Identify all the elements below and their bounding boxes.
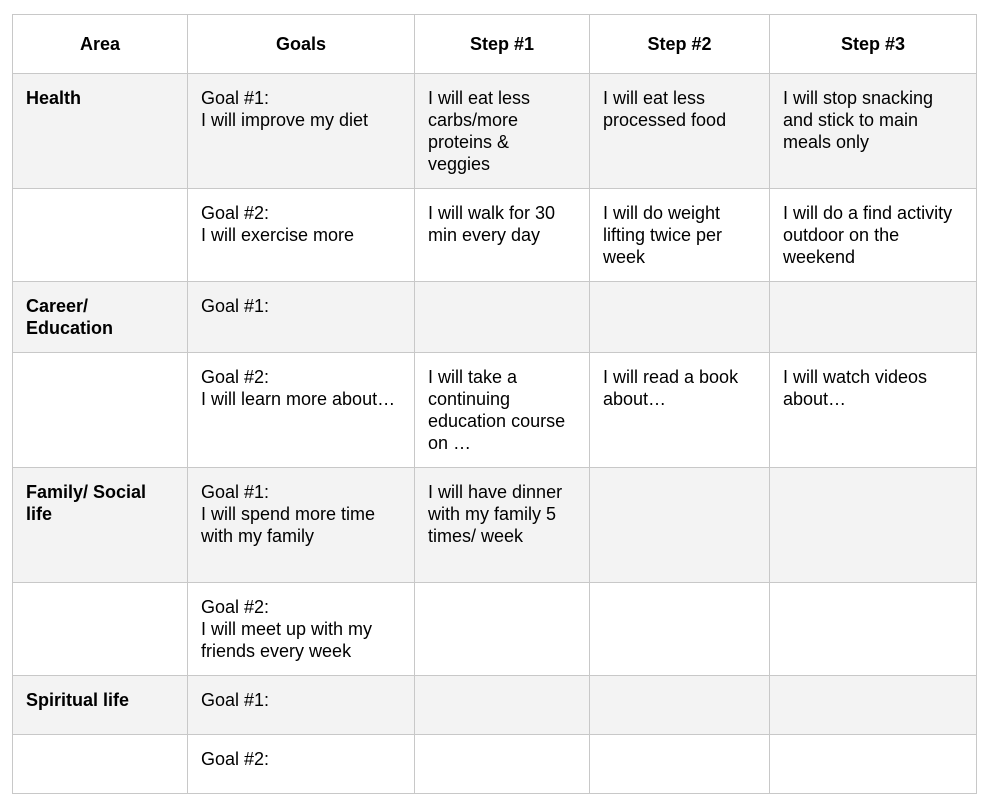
- area-cell: [13, 583, 188, 676]
- goal-text: I will exercise more: [201, 225, 355, 245]
- header-step-3: Step #3: [770, 15, 977, 74]
- step-2-cell: I will read a book about…: [590, 353, 770, 468]
- step-3-cell: I will stop snacking and stick to main meals only: [770, 74, 977, 189]
- step-1-cell: I will take a continuing education course on …: [415, 353, 590, 468]
- area-cell: Spiritual life: [13, 676, 188, 735]
- step-1-cell: I will eat less carbs/more proteins & veggies: [415, 74, 590, 189]
- goal-cell: [188, 583, 415, 676]
- step-1-cell: [415, 676, 590, 735]
- step-1-cell: [415, 282, 590, 353]
- goal-cell: [188, 282, 415, 353]
- goal-cell: [188, 676, 415, 735]
- goal-cell: [188, 74, 415, 189]
- step-3-cell: [770, 282, 977, 353]
- table-row: [13, 74, 977, 189]
- table-row: [13, 676, 977, 735]
- goals-table: [12, 14, 977, 794]
- step-3-cell: [770, 735, 977, 794]
- goal-title: Goal #2:: [201, 367, 270, 387]
- area-cell: [13, 353, 188, 468]
- goal-text: I will improve my diet: [201, 110, 369, 130]
- goal-title: Goal #1:: [201, 88, 270, 108]
- table-row: [13, 735, 977, 794]
- goal-title: Goal #2:: [201, 597, 270, 617]
- goal-text: I will meet up with my friends every week: [201, 619, 378, 661]
- goal-text: I will spend more time with my family: [201, 504, 381, 546]
- step-2-cell: I will do weight lifting twice per week: [590, 189, 770, 282]
- area-cell: Career/ Education: [13, 282, 188, 353]
- step-1-cell: I will walk for 30 min every day: [415, 189, 590, 282]
- table-row: [13, 468, 977, 583]
- step-2-cell: [590, 676, 770, 735]
- header-goals: Goals: [188, 15, 415, 74]
- step-1-cell: [415, 583, 590, 676]
- header-step-2: Step #2: [590, 15, 770, 74]
- table-row: [13, 583, 977, 676]
- header-step-1: Step #1: [415, 15, 590, 74]
- step-3-cell: I will do a find activity outdoor on the weekend: [770, 189, 977, 282]
- area-cell: Family/ Social life: [13, 468, 188, 583]
- step-2-cell: [590, 735, 770, 794]
- table-row: [13, 189, 977, 282]
- goal-title: Goal #2:: [201, 203, 270, 223]
- step-1-cell: [415, 735, 590, 794]
- step-2-cell: [590, 282, 770, 353]
- step-3-cell: [770, 583, 977, 676]
- goal-title: Goal #1:: [201, 296, 270, 316]
- area-cell: [13, 735, 188, 794]
- table-row: [13, 282, 977, 353]
- table-row: [13, 353, 977, 468]
- goal-title: Goal #1:: [201, 690, 270, 710]
- goal-cell: [188, 468, 415, 583]
- goal-cell: [188, 735, 415, 794]
- header-row: [13, 15, 977, 74]
- goal-title: Goal #1:: [201, 482, 270, 502]
- goal-cell: [188, 353, 415, 468]
- area-cell: [13, 189, 188, 282]
- step-3-cell: I will watch videos about…: [770, 353, 977, 468]
- goal-title: Goal #2:: [201, 749, 270, 769]
- area-cell: Health: [13, 74, 188, 189]
- step-2-cell: [590, 583, 770, 676]
- header-area: Area: [13, 15, 188, 74]
- step-3-cell: [770, 676, 977, 735]
- step-3-cell: [770, 468, 977, 583]
- step-2-cell: [590, 468, 770, 583]
- goal-cell: [188, 189, 415, 282]
- step-1-cell: I will have dinner with my family 5 times/ week: [415, 468, 590, 583]
- step-2-cell: I will eat less processed food: [590, 74, 770, 189]
- goal-text: I will learn more about…: [201, 389, 396, 409]
